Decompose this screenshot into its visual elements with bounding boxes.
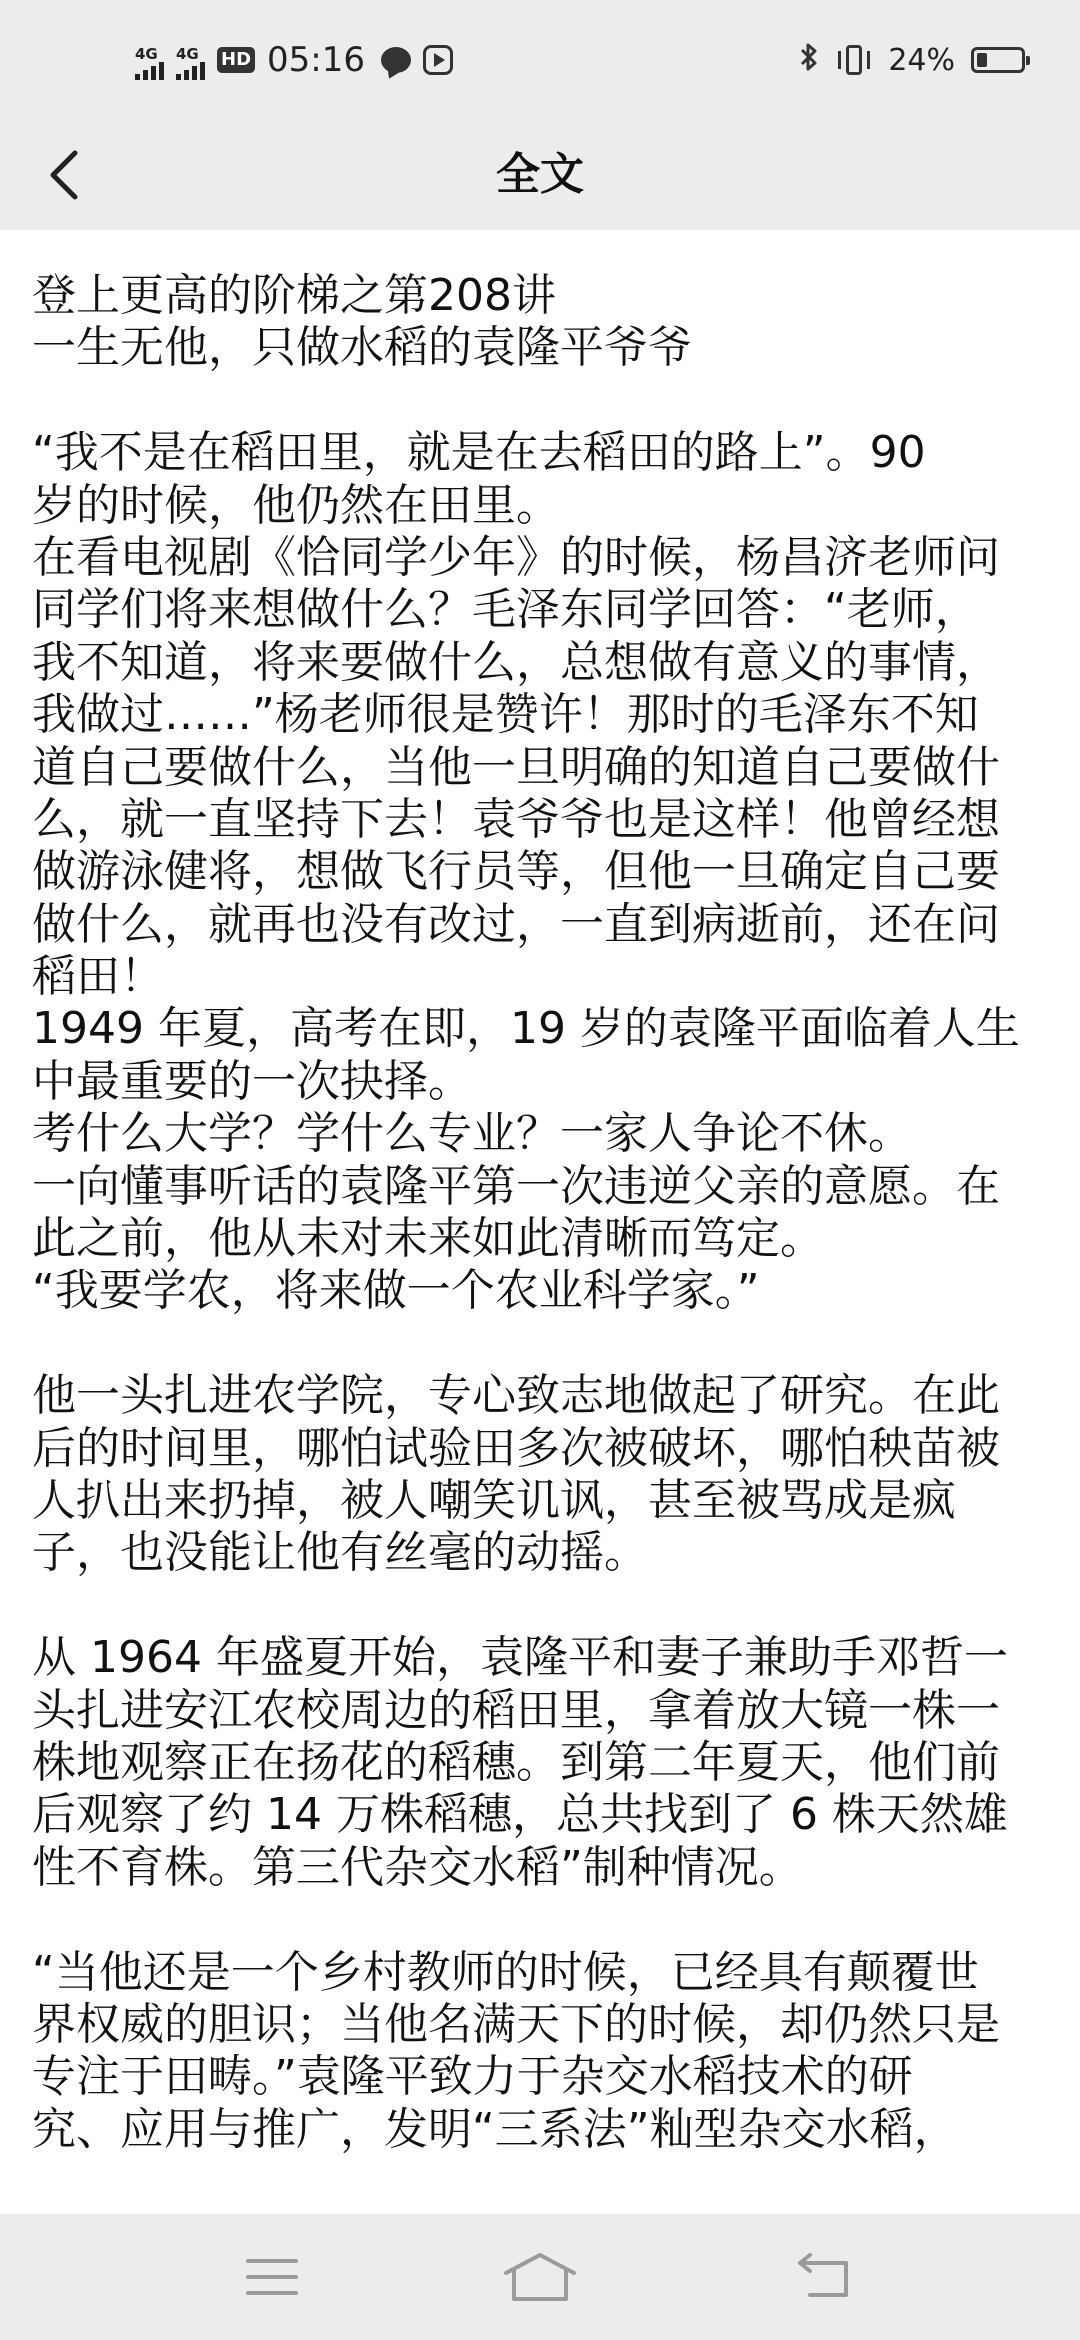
signal-icon xyxy=(176,40,205,80)
article-line: 他一头扎进农学院，专心致志地做起了研究。在此 xyxy=(32,1370,1000,1422)
network-type-label: 4G xyxy=(176,45,199,63)
battery-icon xyxy=(971,47,1025,73)
hd-voice-icon: HD xyxy=(217,47,255,73)
article-line: 后的时间里，哪怕试验田多次被破坏，哪怕秧苗被 xyxy=(32,1422,1000,1474)
article-line: 岁的时候，他仍然在田里。 xyxy=(32,479,560,531)
article-line: 头扎进安江农校周边的稻田里，拿着放大镜一株一 xyxy=(32,1684,1000,1736)
status-right xyxy=(798,36,1025,84)
article-line: 此之前，他从未对未来如此清晰而笃定。 xyxy=(32,1213,824,1265)
page-title: 全文 xyxy=(496,149,584,200)
system-back-button[interactable] xyxy=(784,2237,864,2317)
status-left xyxy=(135,36,453,84)
article-line: 人扒出来扔掉，被人嘲笑讥讽，甚至被骂成是疯 xyxy=(32,1474,956,1526)
article-line: 界权威的胆识；当他名满天下的时候，却仍然只是 xyxy=(32,1998,1000,2050)
article-line: “我要学农，将来做一个农业科学家。” xyxy=(32,1265,760,1317)
article-line: 株地观察正在扬花的稻穗。到第二年夏天，他们前 xyxy=(32,1736,1000,1788)
article-line: 究、应用与推广，发明“三系法”籼型杂交水稻， xyxy=(32,2103,958,2155)
article-line: 1949 年夏，高考在即，19 岁的袁隆平面临着人生 xyxy=(32,1003,1020,1055)
paragraph-gap xyxy=(32,375,1052,427)
battery-percent: 24% xyxy=(888,42,955,78)
article-line: 么，就一直坚持下去！袁爷爷也是这样！他曾经想 xyxy=(32,793,1000,845)
menu-icon xyxy=(244,2255,300,2299)
network-type-label: 4G xyxy=(135,45,158,63)
status-time: 05:16 xyxy=(267,40,365,80)
article-line: 专注于田畴。”袁隆平致力于杂交水稻技术的研 xyxy=(32,2051,913,2103)
back-button[interactable] xyxy=(30,140,100,210)
article-line: 一向懂事听话的袁隆平第一次违逆父亲的意愿。在 xyxy=(32,1160,1000,1212)
chevron-left-icon xyxy=(45,147,85,203)
signal-icon xyxy=(135,40,164,80)
article-line: 考什么大学？学什么专业？一家人争论不休。 xyxy=(32,1108,912,1160)
article-line: 性不育株。第三代杂交水稻”制种情况。 xyxy=(32,1841,803,1893)
status-bar xyxy=(0,0,1080,120)
video-play-icon xyxy=(423,45,453,75)
article-line: 一生无他，只做水稻的袁隆平爷爷 xyxy=(32,322,692,374)
article-line: 做游泳健将，想做飞行员等，但他一旦确定自己要 xyxy=(32,846,1000,898)
paragraph-gap xyxy=(32,1580,1052,1632)
article-line: 做什么，就再也没有改过，一直到病逝前，还在问 xyxy=(32,898,1000,950)
article-line: 从 1964 年盛夏开始，袁隆平和妻子兼助手邓哲一 xyxy=(32,1632,1008,1684)
article-line: 在看电视剧《恰同学少年》的时候，杨昌济老师问 xyxy=(32,531,1000,583)
vibrate-icon xyxy=(836,43,872,77)
article-line: 稻田！ xyxy=(32,951,164,1003)
article-line: 后观察了约 14 万株稻穗，总共找到了 6 株天然雄 xyxy=(32,1789,1008,1841)
home-icon xyxy=(502,2251,578,2303)
article-line: 我做过……”杨老师很是赞许！那时的毛泽东不知 xyxy=(32,689,979,741)
home-button[interactable] xyxy=(500,2237,580,2317)
bluetooth-icon xyxy=(798,41,820,79)
navigation-bar xyxy=(0,2214,1080,2340)
chat-icon xyxy=(381,47,411,73)
paragraph-gap xyxy=(32,1894,1052,1946)
article-line: 道自己要做什么，当他一旦明确的知道自己要做什 xyxy=(32,741,1000,793)
article-body xyxy=(32,270,1052,2156)
back-icon xyxy=(794,2253,854,2301)
article-line: “我不是在稻田里，就是在去稻田的路上”。90 xyxy=(32,427,926,479)
article-line: 中最重要的一次抉择。 xyxy=(32,1055,472,1107)
article-line: 子，也没能让他有丝毫的动摇。 xyxy=(32,1527,648,1579)
article-line: “当他还是一个乡村教师的时候，已经具有颠覆世 xyxy=(32,1946,979,1998)
article-line: 登上更高的阶梯之第208讲 xyxy=(32,270,556,321)
app-header xyxy=(0,120,1080,230)
paragraph-gap xyxy=(32,1318,1052,1370)
menu-button[interactable] xyxy=(232,2237,312,2317)
article-line: 我不知道，将来要做什么，总想做有意义的事情， xyxy=(32,636,1000,688)
article-line: 同学们将来想做什么？毛泽东同学回答：“老师， xyxy=(32,584,979,636)
